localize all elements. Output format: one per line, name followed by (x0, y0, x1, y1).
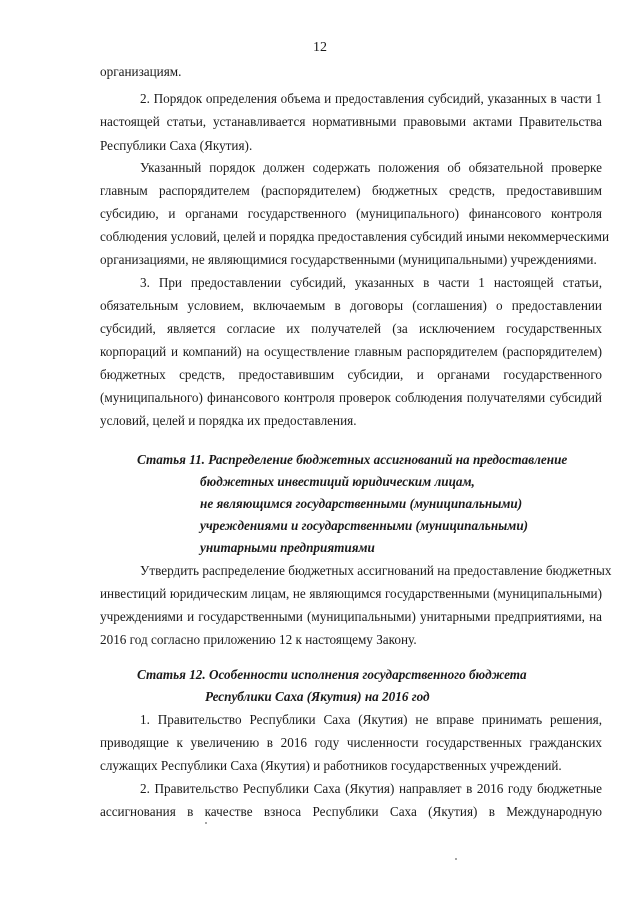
text-line: 3. При предоставлении субсидий, указанных в части 1 настоящей статьи, (140, 275, 602, 290)
text-line: бюджетных средств, предоставившим субсидии, и органами государственного (100, 367, 602, 382)
text-line: 2. Правительство Республики Саха (Якутия) направляет в 2016 году бюджетные (140, 781, 602, 796)
text-line: организациями, не являющимися государственными (муниципальными) учреждениями. (100, 252, 597, 267)
text-line: служащих Республики Саха (Якутия) и работников государственных учреждений. (100, 758, 562, 773)
text-line: организациям. (100, 64, 182, 79)
text-line: 2. Порядок определения объема и предоставления субсидий, указанных в части 1 (140, 91, 602, 106)
text-line: приводящие к увеличению в 2016 году численности государственных гражданских (100, 735, 602, 750)
article-11-heading: бюджетных инвестиций юридическим лицам, (200, 474, 475, 489)
text-line: условий, целей и порядка их предоставления. (100, 413, 357, 428)
text-line: настоящей статьи, устанавливается нормативными правовыми актами Правительства (100, 114, 602, 129)
text-line: обязательным условием, включаемым в договоры (соглашения) о предоставлении (100, 298, 602, 313)
text-line: (муниципального) финансового контроля проверок соблюдения получателями субсидий (100, 390, 602, 405)
text-line: инвестиций юридическим лицам, не являющимся государственными (муниципальными) (100, 586, 602, 601)
text-line: Утвердить распределение бюджетных ассигнований на предоставление бюджетных (140, 563, 612, 578)
text-line: корпораций и компаний) на осуществление главным распорядителем (распорядителем) (100, 344, 602, 359)
text-line: ассигнования в качестве взноса Республики Саха (Якутия) в Международную (100, 804, 602, 819)
text-line: субсидий, является согласие их получателей (за исключением государственных (100, 321, 602, 336)
text-line: 1. Правительство Республики Саха (Якутия) не вправе принимать решения, (140, 712, 602, 727)
article-11-heading: унитарными предприятиями (200, 540, 375, 555)
article-11-heading: учреждениями и государственными (муниципальными) (200, 518, 529, 533)
article-11-heading: не являющимся государственными (муниципальными) (200, 496, 523, 511)
scan-speck (205, 822, 207, 824)
text-line: соблюдения условий, целей и порядка предоставления субсидий иными некоммерческими (100, 229, 610, 244)
article-11-heading: Статья 11. Распределение бюджетных ассигнований на предоставление (137, 452, 568, 467)
page-number: 12 (313, 40, 327, 55)
scan-speck (455, 858, 457, 860)
text-line: Указанный порядок должен содержать положения об обязательной проверке (140, 160, 602, 175)
text-line: субсидию, и органами государственного (муниципального) финансового контроля (100, 206, 602, 221)
text-line: 2016 год согласно приложению 12 к настоящему Закону. (100, 632, 417, 647)
text-line: Республики Саха (Якутия). (100, 138, 253, 153)
article-12-heading: Республики Саха (Якутия) на 2016 год (205, 689, 430, 704)
text-line: главным распорядителем (распорядителем) бюджетных средств, предоставившим (100, 183, 602, 198)
text-line: учреждениями и государственными (муниципальными) унитарными предприятиями, на (100, 609, 602, 624)
article-12-heading: Статья 12. Особенности исполнения государственного бюджета (137, 667, 527, 682)
